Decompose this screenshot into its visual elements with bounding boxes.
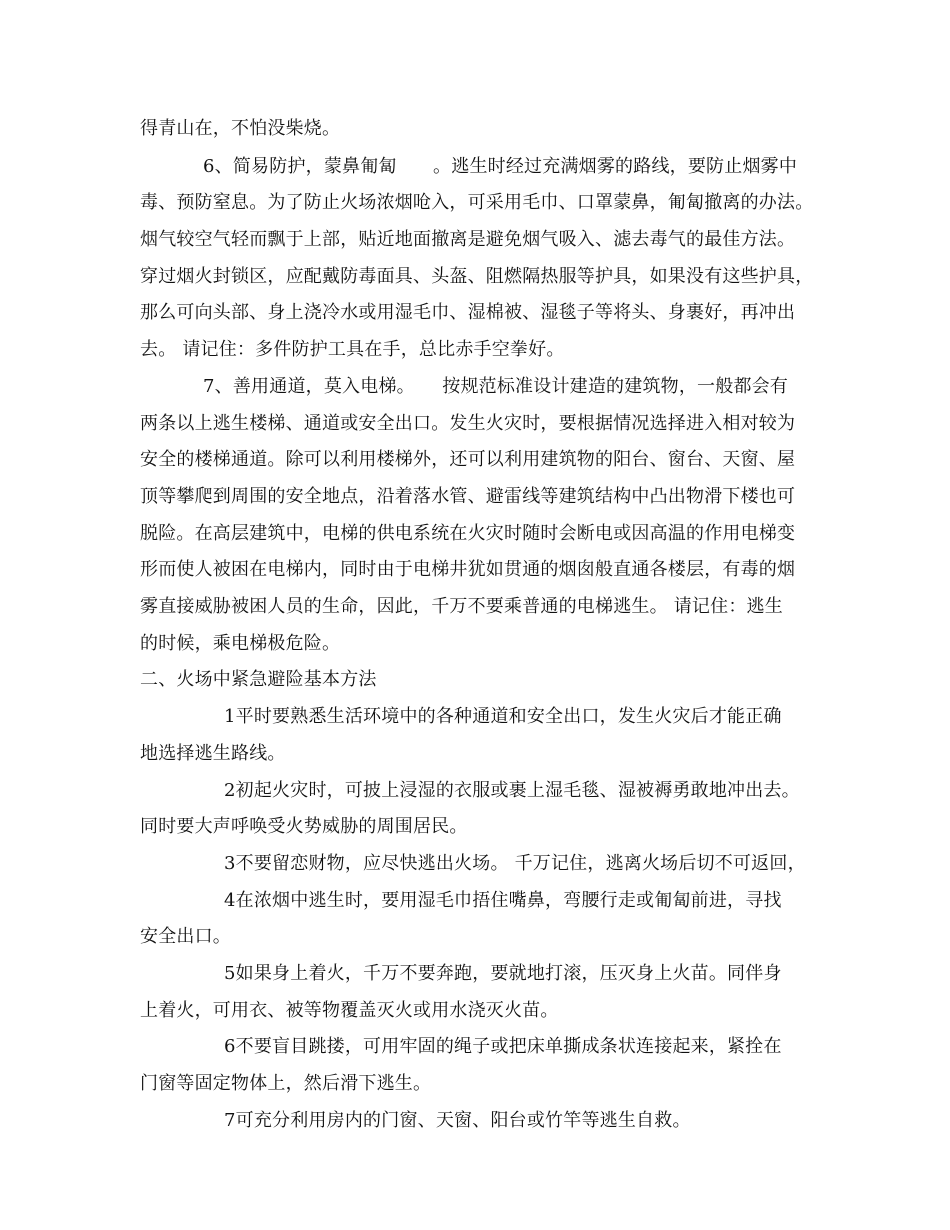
text-line: 2初起火灾时，可披上浸湿的衣服或裹上湿毛毯、湿被褥勇敢地冲出去。 <box>224 780 800 801</box>
text-line: 同时要大声呼唤受火势威胁的周围居民。 <box>140 816 468 837</box>
text-line: 地选择逃生路线。 <box>140 743 286 764</box>
text-line: 两条以上逃生楼梯、通道或安全出口。发生火灾时，要根据情况选择进入相对较为 <box>140 413 796 434</box>
text-line: 上着火，可用衣、被等物覆盖灭火或用水浇灭火苗。 <box>140 1000 559 1021</box>
text-line: 7、善用通道，莫入电梯。 按规范标准设计建造的建筑物，一般都会有 <box>203 376 789 397</box>
text-line: 的时候，乘电梯极危险。 <box>140 633 341 654</box>
text-line: 那么可向头部、身上浇冷水或用湿毛巾、湿棉被、湿毯子等将头、身裹好，再冲出 <box>140 302 796 323</box>
text-line: 安全出口。 <box>140 926 231 947</box>
text-line: 形而使人被困在电梯内，同时由于电梯井犹如贯通的烟囱般直通各楼层，有毒的烟 <box>140 559 796 580</box>
text-line: 5如果身上着火，千万不要奔跑，要就地打滚，压灭身上火苗。同伴身 <box>224 963 782 984</box>
text-line: 门窗等固定物体上，然后滑下逃生。 <box>140 1073 432 1094</box>
text-line: 去。 请记住：多件防护工具在手，总比赤手空拳好。 <box>140 339 565 360</box>
text-line: 雾直接威胁被困人员的生命，因此，千万不要乘普通的电梯逃生。 请记住：逃生 <box>140 596 783 617</box>
text-line: 烟气较空气轻而飘于上部，贴近地面撤离是避免烟气吸入、滤去毒气的最佳方法。 <box>140 229 796 250</box>
text-line: 1平时要熟悉生活环境中的各种通道和安全出口，发生火灾后才能正确 <box>224 706 782 727</box>
text-line: 穿过烟火封锁区，应配戴防毒面具、头盔、阻燃隔热服等护具，如果没有这些护具， <box>140 266 814 287</box>
text-line: 顶等攀爬到周围的安全地点，沿着落水管、避雷线等建筑结构中凸出物滑下楼也可 <box>140 486 796 507</box>
text-line: 4在浓烟中逃生时，要用湿毛巾捂住嘴鼻，弯腰行走或匍匐前进，寻找 <box>224 890 782 911</box>
text-line: 脱险。在高层建筑中，电梯的供电系统在火灾时随时会断电或因高温的作用电梯变 <box>140 523 796 544</box>
text-line: 3不要留恋财物，应尽快逃出火场。 千万记住，逃离火场后切不可返回， <box>224 853 806 874</box>
text-line: 6、简易防护，蒙鼻匍匐 。逃生时经过充满烟雾的路线，要防止烟雾中 <box>203 156 798 177</box>
text-line: 7可充分利用房内的门窗、天窗、阳台或竹竿等逃生自救。 <box>224 1110 691 1131</box>
text-line: 毒、预防窒息。为了防止火场浓烟呛入，可采用毛巾、口罩蒙鼻，匍匐撤离的办法。 <box>140 192 814 213</box>
text-line: 得青山在，不怕没柴烧。 <box>140 118 341 139</box>
text-line: 6不要盲目跳搂，可用牢固的绳子或把床单撕成条状连接起来，紧拴在 <box>224 1036 782 1057</box>
text-line: 安全的楼梯通道。除可以利用楼梯外，还可以利用建筑物的阳台、窗台、天窗、屋 <box>140 449 796 470</box>
section-heading: 二、火场中紧急避险基本方法 <box>140 669 377 690</box>
